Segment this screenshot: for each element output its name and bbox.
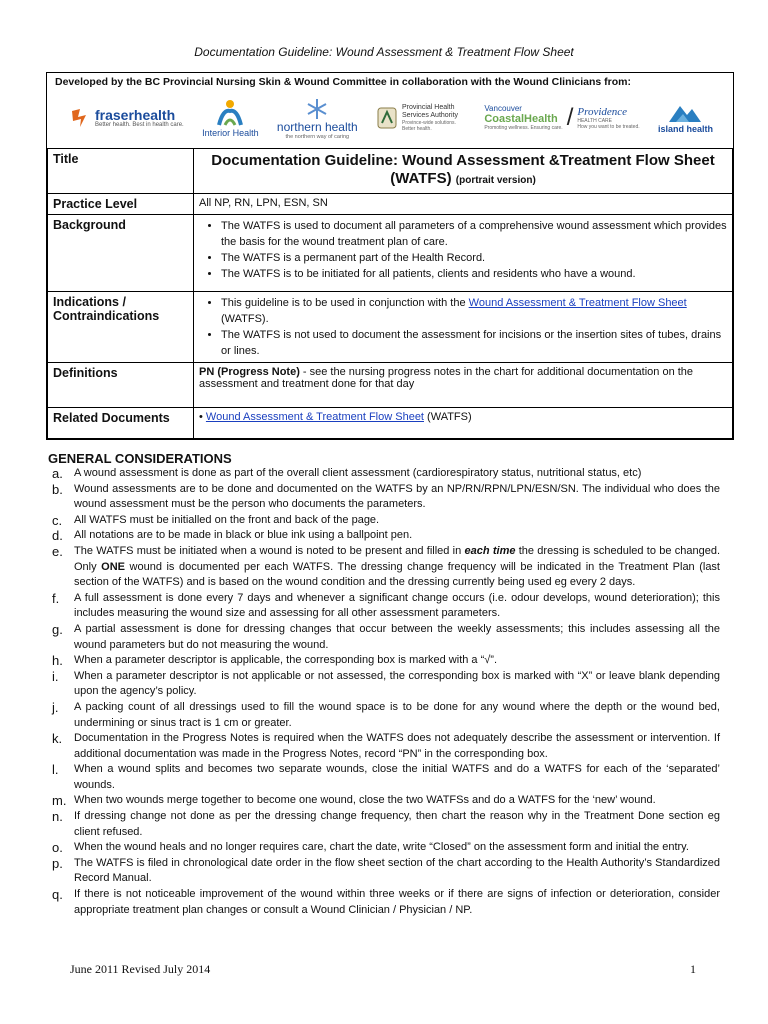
- general-considerations-list: [52, 466, 720, 918]
- item-letter: j.: [52, 699, 59, 715]
- phsa-mark-icon: [376, 105, 398, 131]
- list-item: [52, 622, 720, 653]
- item-letter: d.: [52, 528, 63, 544]
- background-row: [48, 215, 733, 292]
- list-item: [52, 887, 720, 918]
- list-item: [52, 466, 720, 482]
- northern-health-snowflake-icon: [304, 97, 330, 121]
- item-letter: i.: [52, 668, 59, 684]
- bullet-glyph: •: [199, 411, 203, 423]
- item-letter: g.: [52, 621, 63, 637]
- background-bullet: • The WATFS is used to document all parameters of a comprehensive wound assessment which provides the basis for the wound treatment plan of care.: [221, 218, 727, 250]
- item-text: All notations are to be made in black or blue ink using a ballpoint pen.: [74, 529, 413, 542]
- item-letter: c.: [52, 512, 63, 528]
- item-letter: a.: [52, 466, 63, 481]
- item-text: All WATFS must be initialled on the front and back of the page.: [74, 513, 380, 526]
- item-letter: h.: [52, 653, 63, 669]
- item-text: When the wound heals and no longer requires care, chart the date, write “Closed” on the assessment form and initial the entry.: [74, 841, 689, 854]
- item-text-post: wound is documented per each WATFS. The dressing change frequency will be indicated in the Treatment Plan (last section of the WATFS) and is based on the wound condition and the dressing currently being used eg every 2 days.: [74, 560, 720, 589]
- list-item: [52, 513, 720, 529]
- list-item: [52, 840, 720, 856]
- providence-logo: [577, 107, 639, 130]
- fraser-health-logo: [69, 107, 184, 129]
- logo-separator: /: [566, 104, 574, 131]
- related-documents-value: [194, 408, 733, 439]
- providence-tagline: How you want to be treated.: [577, 123, 640, 130]
- list-item: [52, 591, 720, 622]
- northern-health-tagline: the northern way of caring: [285, 133, 350, 140]
- list-item: [52, 700, 720, 731]
- title-portrait: (portrait version): [455, 175, 536, 186]
- general-considerations-title: GENERAL CONSIDERATIONS: [48, 451, 232, 466]
- item-text: When a parameter descriptor is applicable, the corresponding box is marked with a “√”.: [74, 654, 498, 667]
- related-documents-label: Related Documents: [48, 408, 194, 439]
- phsa-logo: [376, 104, 466, 132]
- item-text: A full assessment is done every 7 days and whenever a significant change occurs (i.e. odour develops, wound deterioration); this includes measuring the wound size and assessing for all other assessment parameters.: [74, 591, 720, 620]
- definitions-label: Definitions: [48, 363, 194, 408]
- list-item: [52, 669, 720, 700]
- vch-tagline: Promoting wellness. Ensuring care.: [484, 125, 563, 131]
- item-text: Wound assessments are to be done and documented on the WATFS by an NP/RN/RPN/LPN/ESN/SN. The individual who does the wound assessment must be the person who documents the parameters.: [74, 482, 720, 511]
- northern-health-name: northern health: [276, 119, 358, 134]
- indications-bullet: [221, 295, 727, 327]
- indications-bullet: • The WATFS is not used to document the assessment for incisions or the insertion sites of tubes, drains or lines.: [221, 327, 727, 359]
- item-text: When two wounds merge together to become one wound, close the two WATFSs and do a WATFS for the ‘new’ wound.: [74, 794, 656, 807]
- guideline-details-table: [47, 148, 733, 439]
- item-text: A wound assessment is done as part of the overall client assessment (cardiorespiratory status, nutritional status, etc): [74, 467, 642, 479]
- definitions-text: - see the nursing progress notes in the chart for additional documentation on the assessment and treatment done for that day: [199, 366, 694, 390]
- background-value: [194, 215, 733, 292]
- item-letter: m.: [52, 793, 67, 809]
- page-number: 1: [690, 962, 696, 976]
- item-letter: p.: [52, 855, 63, 871]
- vch-name-bottom: CoastalHealth: [484, 113, 558, 125]
- indications-value: [194, 292, 733, 363]
- item-letter: o.: [52, 840, 63, 856]
- item-letter: n.: [52, 809, 63, 825]
- phsa-name: Provincial Health Services Authority: [401, 104, 459, 119]
- watfs-link[interactable]: Wound Assessment & Treatment Flow Sheet: [468, 297, 687, 309]
- item-text-pre: The WATFS must be initiated when a wound is noted to be present and filled in: [74, 544, 465, 557]
- providence-sub: HEALTH CARE: [577, 117, 612, 124]
- interior-health-logo: [202, 99, 259, 138]
- fraser-health-name: fraserhealth: [95, 107, 176, 123]
- list-item: [52, 482, 720, 513]
- item-letter: q.: [52, 887, 63, 903]
- item-text: If there is not noticeable improvement of the wound within three weeks or if there are signs of infection or deterioration, consider appropriate treatment plan changes or consult a Wound Clinician / Physician / NP.: [74, 888, 720, 916]
- definitions-value: [194, 363, 733, 408]
- practice-level-label: Practice Level: [48, 194, 194, 215]
- item-letter: l.: [52, 762, 59, 778]
- indications-row: [48, 292, 733, 363]
- title-sub-line: [199, 170, 727, 190]
- indications-bullet-tail: (WATFS).: [221, 313, 269, 325]
- item-text: Documentation in the Progress Notes is required when the WATFS does not adequately describe the assessment or intervention. If additional documentation was made in the Progress Notes, record “PN” in the corresponding box.: [74, 732, 720, 760]
- item-text: A partial assessment is done for dressing changes that occur between the weekly assessments; this includes assessing all the wound parameters but do not measuring the wound.: [74, 622, 720, 651]
- indications-label-2: Contraindications: [53, 309, 160, 323]
- indications-bullet-text: This guideline is to be used in conjunction with the: [221, 297, 469, 309]
- guideline-info-box: [46, 72, 734, 440]
- list-item: [52, 544, 720, 591]
- related-watfs-link[interactable]: Wound Assessment & Treatment Flow Sheet: [205, 411, 424, 423]
- indications-label-1: Indications /: [53, 295, 126, 309]
- vch-logo: [484, 105, 562, 131]
- fraser-health-tagline: Better health. Best in health care.: [95, 122, 184, 128]
- item-letter: b.: [52, 481, 63, 497]
- interior-health-name: Interior Health: [202, 127, 259, 138]
- island-health-name: island health: [657, 124, 713, 134]
- island-health-logo: [658, 102, 713, 134]
- background-bullet: • The WATFS is a permanent part of the Health Record.: [221, 250, 727, 266]
- item-text: When a parameter descriptor is not applicable or not assessed, the corresponding box is marked with “X” or leave blank depending upon the agency’s policy.: [74, 669, 720, 698]
- northern-health-logo: [277, 97, 358, 140]
- practice-level-row: [48, 194, 733, 215]
- credit-line: Developed by the BC Provincial Nursing Skin & Wound Committee in collaboration with the Wound Clinicians from:: [55, 76, 631, 88]
- indications-label: [48, 292, 194, 363]
- item-text-strong: ONE: [101, 560, 125, 573]
- providence-name: Providence: [577, 105, 628, 118]
- related-documents-tail: (WATFS): [424, 411, 472, 423]
- item-letter: e.: [52, 543, 63, 559]
- vch-name-top: Vancouver: [484, 104, 522, 113]
- title-value: [194, 149, 733, 194]
- title-main-text: Documentation Guideline: Wound Assessment &Treatment Flow Sheet: [211, 152, 715, 169]
- item-text: The WATFS is filed in chronological date order in the flow sheet section of the chart according to the Health Authority’s Standardized Record Manual.: [74, 856, 720, 885]
- background-label: Background: [48, 215, 194, 292]
- definitions-row: [48, 363, 733, 408]
- list-item: [52, 528, 720, 544]
- item-letter: f.: [52, 590, 60, 606]
- practice-level-value: All NP, RN, LPN, ESN, SN: [194, 194, 733, 215]
- list-item: [52, 762, 720, 793]
- item-text: When a wound splits and becomes two separate wounds, close the initial WATFS and do a WATFS for each of the ‘separated’ wounds.: [74, 763, 720, 791]
- item-text: If dressing change not done as per the dressing change frequency, then chart the reason why in the Treatment Done section eg client refused.: [74, 810, 720, 838]
- phsa-tagline: Province-wide solutions. Better health.: [401, 120, 456, 132]
- health-authority-logos: [47, 88, 733, 148]
- item-letter: k.: [52, 731, 63, 747]
- item-text: [74, 544, 720, 591]
- vancouver-coastal-providence-logo: [484, 105, 639, 131]
- title-watfs: (WATFS): [390, 170, 452, 187]
- list-item: [52, 856, 720, 887]
- list-item: [52, 809, 720, 840]
- list-item: [52, 731, 720, 762]
- definitions-term: PN (Progress Note): [199, 366, 300, 378]
- title-row: [48, 149, 733, 194]
- document-header: Documentation Guideline: Wound Assessment & Treatment Flow Sheet: [194, 45, 574, 59]
- interior-health-mark-icon: [215, 99, 245, 127]
- fraser-health-mark-icon: [69, 107, 91, 129]
- island-health-mountain-icon: [667, 102, 703, 124]
- related-documents-row: [48, 408, 733, 439]
- list-item: [52, 793, 720, 809]
- background-bullet: • The WATFS is to be initiated for all patients, clients and residents who have a wound.: [221, 266, 727, 282]
- item-text: A packing count of all dressings used to fill the wound space is to be done for any wound where the depth or the wound bed, undermining or sinus tract is 1 cm or greater.: [74, 700, 720, 729]
- item-text-mid: the dressing is scheduled to be changed. Only: [74, 544, 721, 573]
- item-text-emphasis: each time: [464, 544, 516, 557]
- title-label: Title: [48, 149, 194, 194]
- list-item: [52, 653, 720, 669]
- footer-date: June 2011 Revised July 2014: [70, 962, 211, 976]
